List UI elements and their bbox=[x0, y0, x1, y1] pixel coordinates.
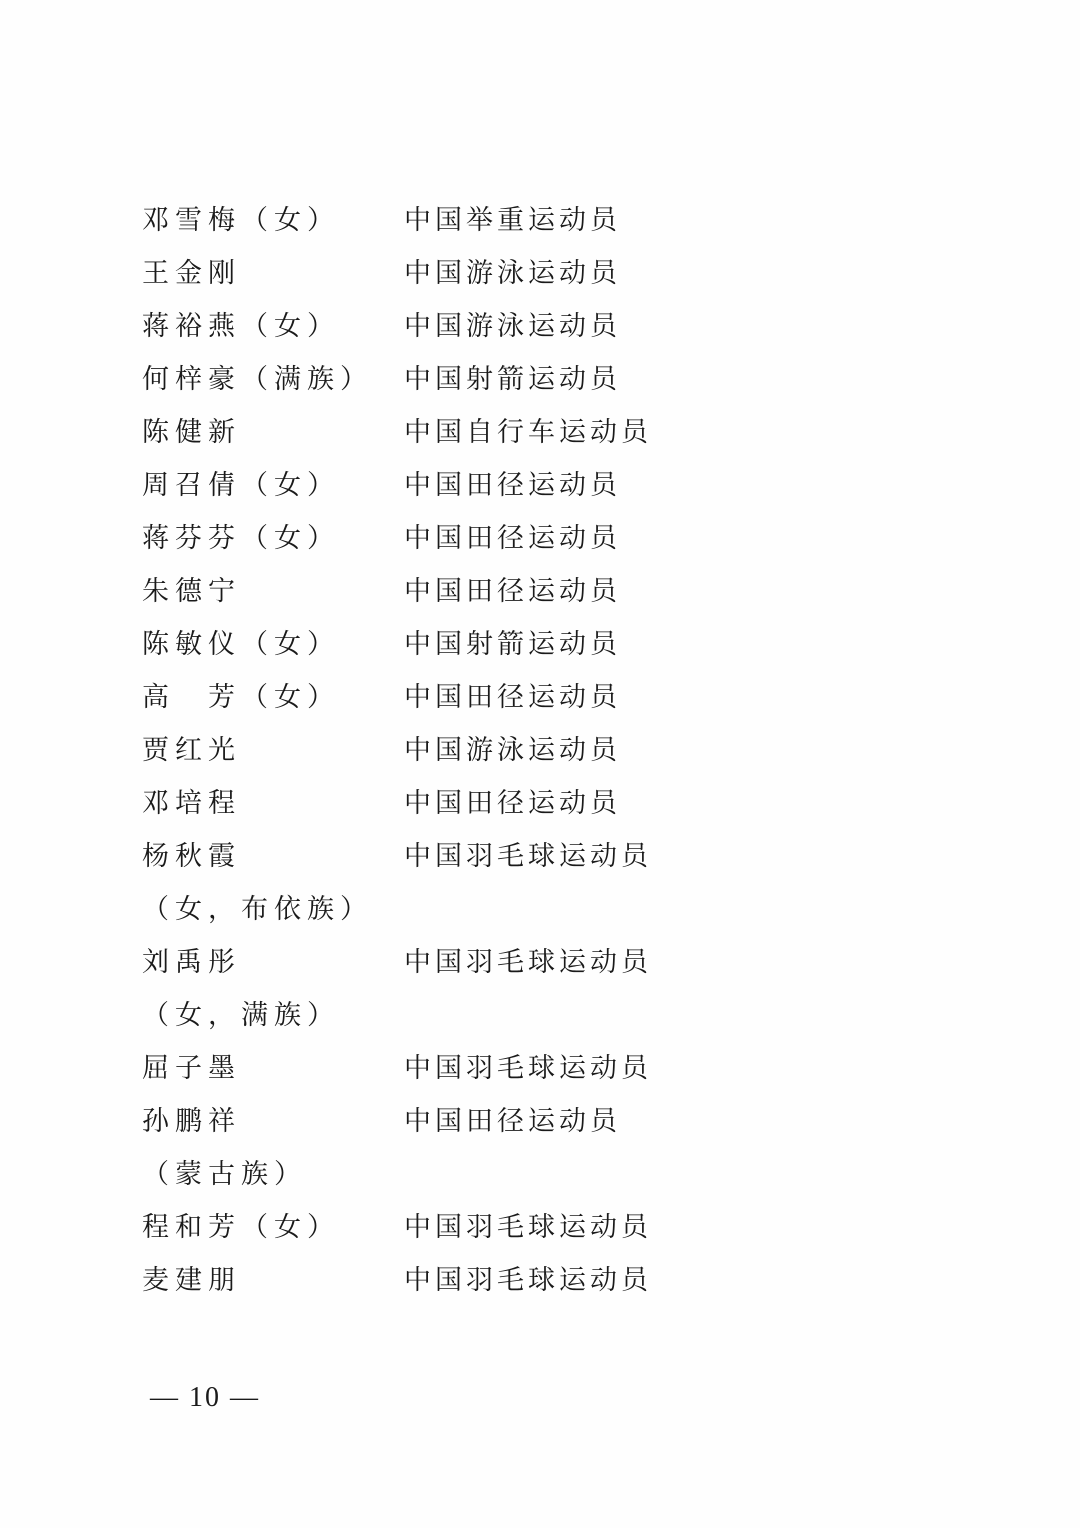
athlete-title: 中国羽毛球运动员 bbox=[404, 1265, 652, 1296]
athlete-title: 中国游泳运动员 bbox=[404, 735, 621, 766]
athlete-name: 陈敏仪（女） bbox=[142, 629, 340, 660]
athlete-title: 中国射箭运动员 bbox=[404, 629, 621, 660]
list-item bbox=[142, 247, 862, 300]
athlete-name: 孙鹏祥 bbox=[142, 1106, 241, 1137]
page-number: — 10 — bbox=[150, 1382, 260, 1413]
athlete-name: 高 芳（女） bbox=[142, 682, 340, 713]
list-item bbox=[142, 565, 862, 618]
list-item bbox=[142, 1148, 862, 1201]
athlete-name: 何梓豪（满族） bbox=[142, 364, 373, 395]
athlete-title: 中国举重运动员 bbox=[404, 205, 621, 236]
athlete-title: 中国游泳运动员 bbox=[404, 258, 621, 289]
athlete-title: 中国羽毛球运动员 bbox=[404, 947, 652, 978]
list-item bbox=[142, 300, 862, 353]
list-item bbox=[142, 618, 862, 671]
athlete-name: 麦建朋 bbox=[142, 1265, 241, 1296]
list-item bbox=[142, 1095, 862, 1148]
list-item bbox=[142, 883, 862, 936]
athlete-title: 中国田径运动员 bbox=[404, 576, 621, 607]
athlete-title: 中国自行车运动员 bbox=[404, 417, 652, 448]
list-item bbox=[142, 830, 862, 883]
athlete-title: 中国羽毛球运动员 bbox=[404, 1053, 652, 1084]
athlete-name: 邓培程 bbox=[142, 788, 241, 819]
list-item bbox=[142, 1254, 862, 1307]
list-item bbox=[142, 512, 862, 565]
athlete-title: 中国羽毛球运动员 bbox=[404, 841, 652, 872]
athlete-name: 蒋裕燕（女） bbox=[142, 311, 340, 342]
athlete-name: 程和芳（女） bbox=[142, 1212, 340, 1243]
athlete-title: 中国田径运动员 bbox=[404, 523, 621, 554]
athlete-name: 邓雪梅（女） bbox=[142, 205, 340, 236]
list-item bbox=[142, 1201, 862, 1254]
list-item bbox=[142, 989, 862, 1042]
athlete-title: 中国田径运动员 bbox=[404, 682, 621, 713]
athlete-title: 中国田径运动员 bbox=[404, 788, 621, 819]
list-item bbox=[142, 724, 862, 777]
athlete-title: 中国射箭运动员 bbox=[404, 364, 621, 395]
list-item bbox=[142, 1042, 862, 1095]
athlete-title: 中国田径运动员 bbox=[404, 470, 621, 501]
athlete-name-continued: （蒙古族） bbox=[142, 1159, 307, 1190]
athlete-name: 蒋芬芬（女） bbox=[142, 523, 340, 554]
athlete-name-continued: （女，满族） bbox=[142, 1000, 340, 1031]
athlete-name: 王金刚 bbox=[142, 258, 241, 289]
athlete-name-continued: （女，布依族） bbox=[142, 894, 373, 925]
athlete-name: 杨秋霞 bbox=[142, 841, 241, 872]
athlete-list bbox=[142, 194, 862, 1307]
athlete-name: 陈健新 bbox=[142, 417, 241, 448]
list-item bbox=[142, 777, 862, 830]
athlete-name: 刘禹彤 bbox=[142, 947, 241, 978]
list-item bbox=[142, 671, 862, 724]
list-item bbox=[142, 353, 862, 406]
athlete-title: 中国游泳运动员 bbox=[404, 311, 621, 342]
list-item bbox=[142, 936, 862, 989]
list-item bbox=[142, 194, 862, 247]
list-item bbox=[142, 459, 862, 512]
athlete-name: 朱德宁 bbox=[142, 576, 241, 607]
athlete-name: 周召倩（女） bbox=[142, 470, 340, 501]
athlete-title: 中国田径运动员 bbox=[404, 1106, 621, 1137]
athlete-title: 中国羽毛球运动员 bbox=[404, 1212, 652, 1243]
athlete-name: 贾红光 bbox=[142, 735, 241, 766]
list-item bbox=[142, 406, 862, 459]
athlete-name: 屈子墨 bbox=[142, 1053, 241, 1084]
